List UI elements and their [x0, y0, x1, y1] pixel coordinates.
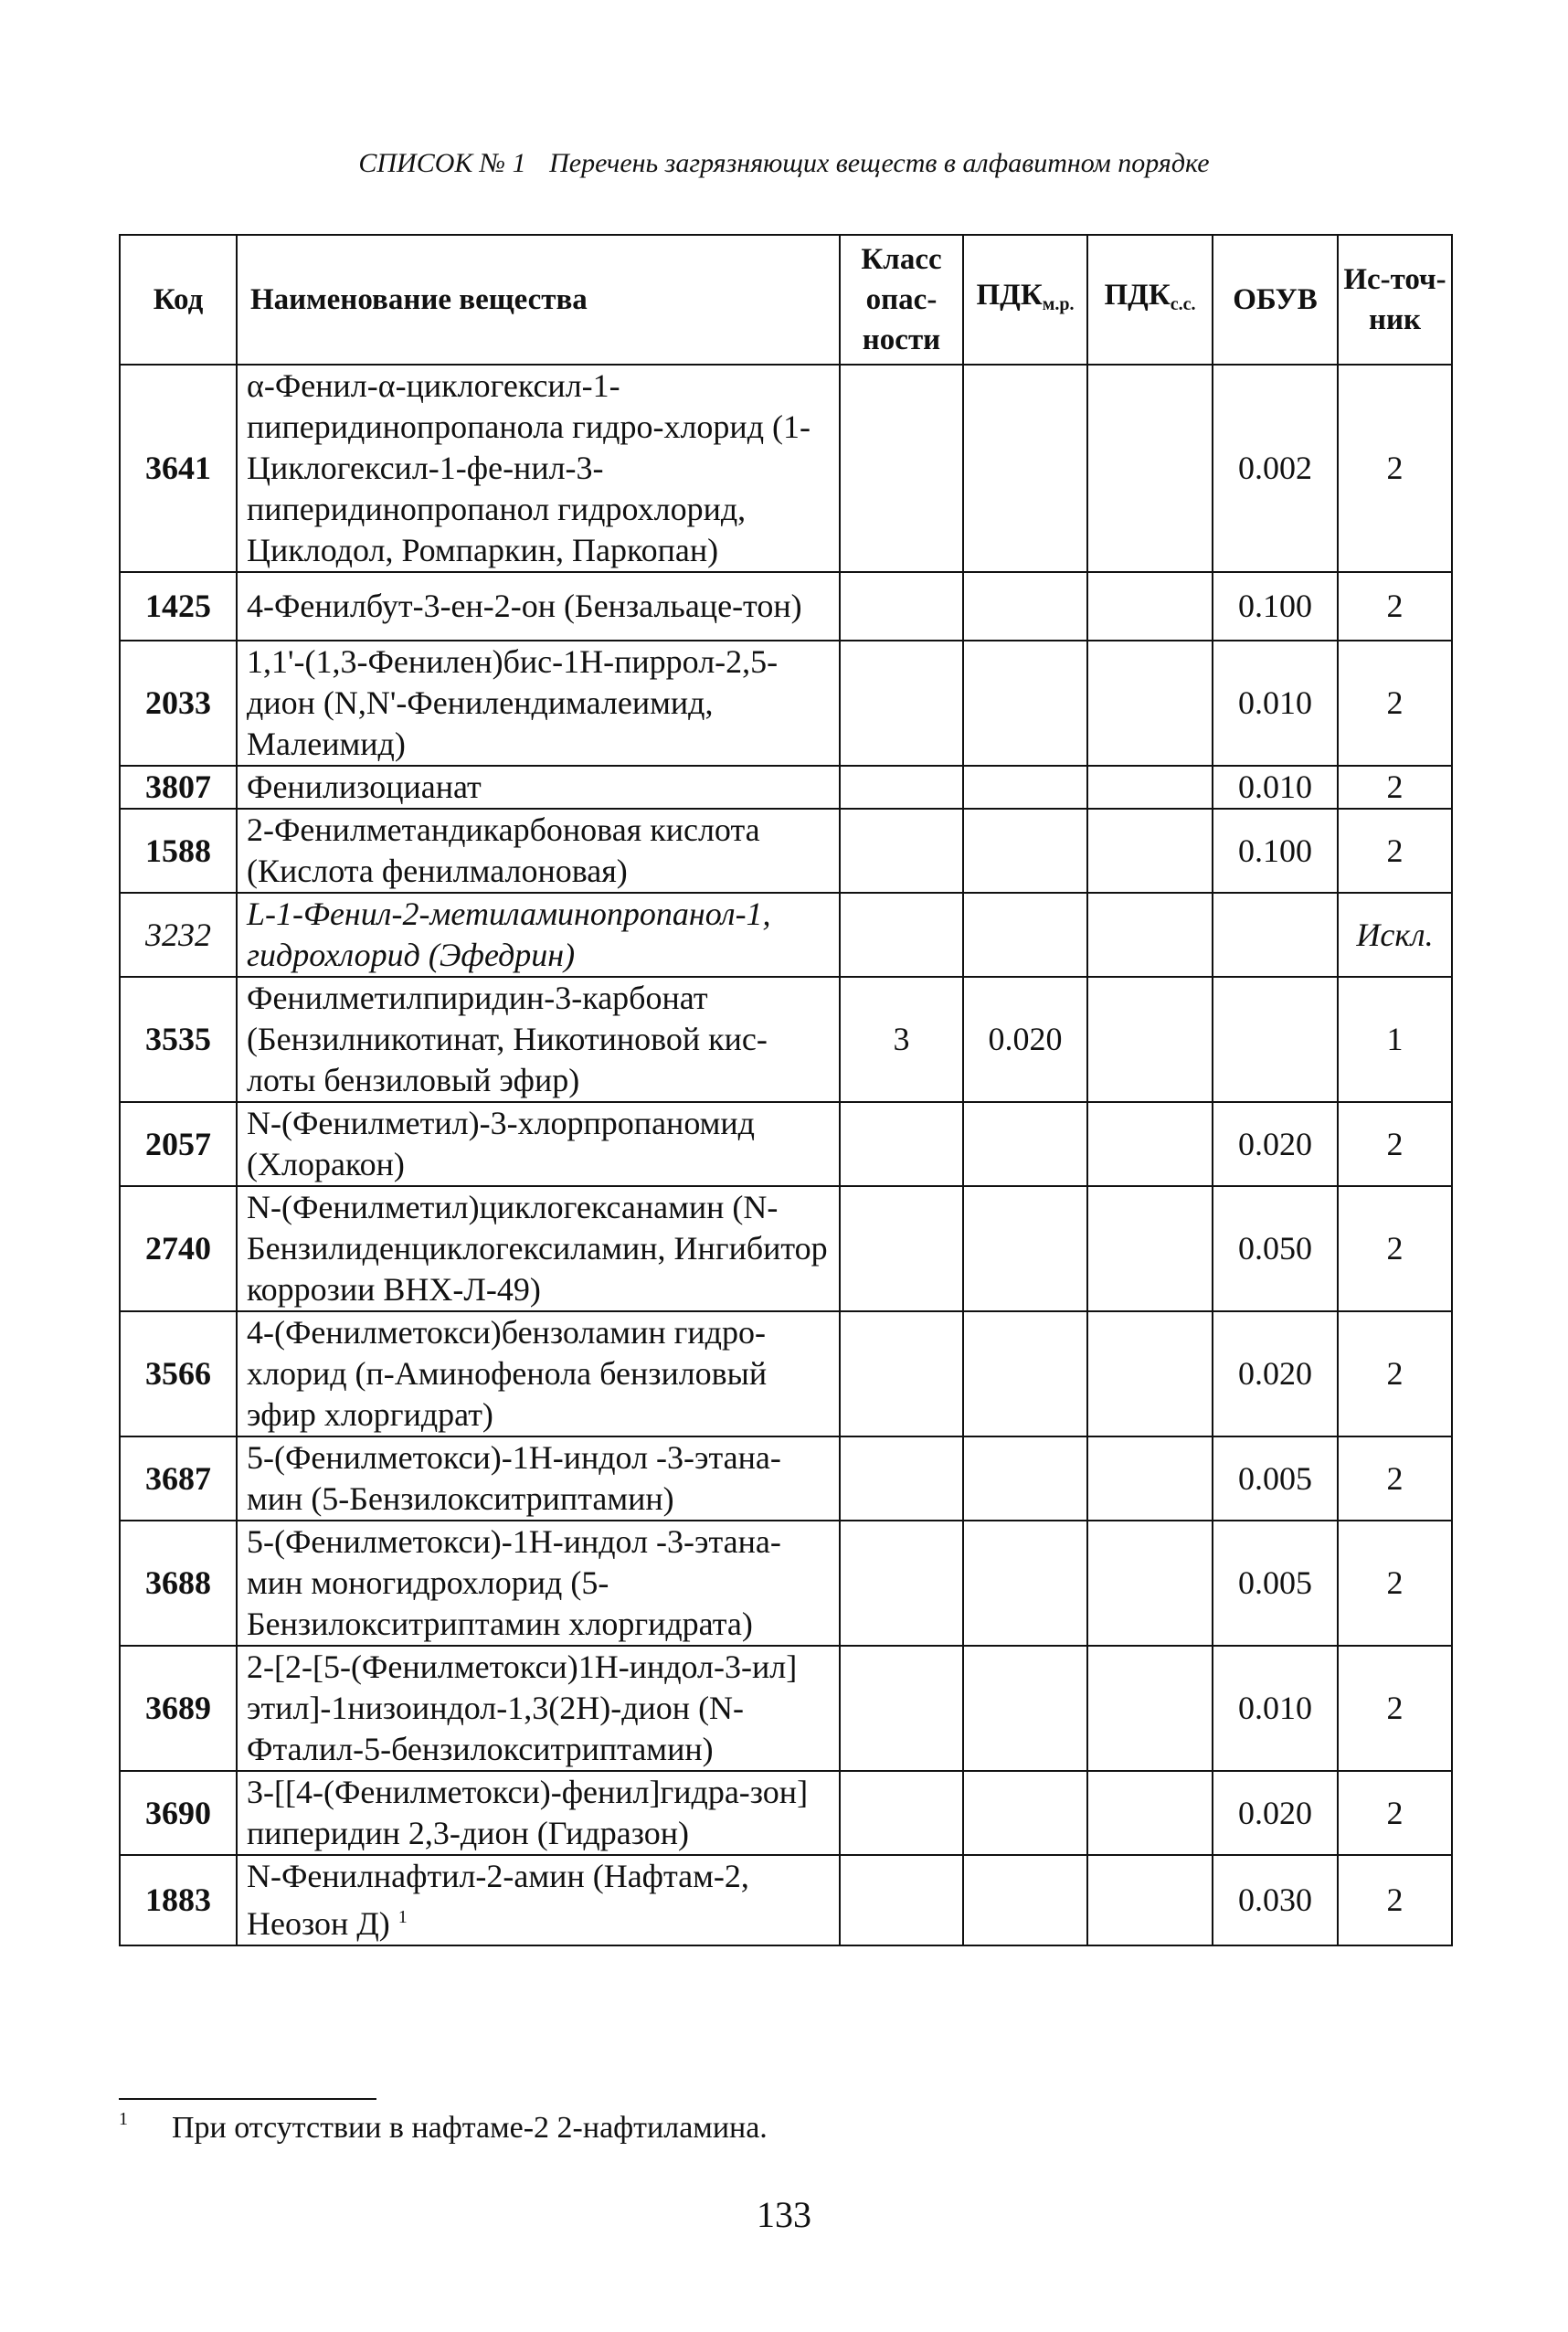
table-row [120, 1102, 1452, 1186]
page-number: 133 [757, 2194, 811, 2235]
cell-hazard [840, 641, 963, 766]
cell-obuv [1213, 1855, 1338, 1945]
pdk-ss-label: ПДК [1104, 279, 1171, 312]
cell-code-text: 3688 [145, 1564, 211, 1601]
cell-pdk-mr [963, 1311, 1087, 1436]
table-row [120, 766, 1452, 809]
header-title: Перечень загрязняющих веществ в алфавитном порядке [549, 148, 1210, 178]
cell-source [1338, 1855, 1452, 1945]
cell-pdk-mr [963, 365, 1087, 572]
cell-code [120, 766, 237, 809]
cell-obuv-text: 0.002 [1238, 450, 1312, 486]
cell-name-text: 5-(Фенилметокси)-1Н-индол -3-этана-мин моногидрохлорид (5-Бензилокситриптамин хлоргидрата) [247, 1523, 781, 1642]
cell-code-text: 3566 [145, 1355, 211, 1392]
cell-hazard [840, 893, 963, 977]
cell-name-text: 4-Фенилбут-3-ен-2-он (Бензальаце-тон) [247, 588, 802, 624]
cell-source [1338, 1646, 1452, 1771]
table-header-row [120, 235, 1452, 365]
table-row [120, 572, 1452, 641]
cell-obuv [1213, 1521, 1338, 1646]
cell-obuv-text: 0.020 [1238, 1355, 1312, 1392]
cell-code-text: 3807 [145, 768, 211, 805]
cell-source [1338, 977, 1452, 1102]
cell-obuv [1213, 1646, 1338, 1771]
cell-code [120, 641, 237, 766]
cell-source-text: 2 [1386, 768, 1404, 805]
cell-code-text: 3687 [145, 1459, 211, 1497]
cell-hazard [840, 1855, 963, 1945]
cell-pdk-ss [1087, 1771, 1213, 1855]
cell-code-text: 1425 [145, 588, 211, 624]
cell-obuv [1213, 809, 1338, 893]
cell-name-text: α-Фенил-α-циклогексил-1-пиперидинопропанола гидро-хлорид (1-Циклогексил-1-фе-нил-3-пиперидинопропанол гидрохлорид, Циклодол, Ромпаркин, Паркопан) [247, 367, 810, 568]
table-row [120, 641, 1452, 766]
cell-pdk-ss [1087, 977, 1213, 1102]
cell-obuv-text: 0.010 [1238, 1690, 1312, 1726]
cell-obuv [1213, 365, 1338, 572]
cell-code-text: 1883 [145, 1882, 211, 1918]
cell-name [237, 1855, 840, 1945]
cell-pdk-ss [1087, 1436, 1213, 1521]
cell-code-text: 2033 [145, 684, 211, 721]
cell-hazard [840, 1311, 963, 1436]
cell-source [1338, 1771, 1452, 1855]
col-code-header: Код [120, 235, 237, 365]
table-row [120, 809, 1452, 893]
cell-pdk-mr [963, 809, 1087, 893]
cell-source-text: 2 [1386, 1230, 1404, 1267]
cell-obuv-text: 0.020 [1238, 1794, 1312, 1831]
cell-pdk-ss [1087, 641, 1213, 766]
cell-obuv-text: 0.100 [1238, 832, 1312, 869]
cell-name-text: 2-Фенилметандикарбоновая кислота (Кислота фенилмалоновая) [247, 811, 760, 889]
cell-code [120, 809, 237, 893]
cell-pdk-ss [1087, 1521, 1213, 1646]
cell-source [1338, 1436, 1452, 1521]
cell-obuv-text: 0.005 [1238, 1564, 1312, 1601]
cell-name [237, 1771, 840, 1855]
cell-code [120, 1102, 237, 1186]
cell-hazard [840, 977, 963, 1102]
cell-code-text: 3690 [145, 1794, 211, 1831]
cell-name [237, 1102, 840, 1186]
table-row [120, 1436, 1452, 1521]
cell-pdk-mr [963, 766, 1087, 809]
cell-code-text: 3641 [145, 450, 211, 486]
table-row [120, 365, 1452, 572]
cell-code [120, 365, 237, 572]
cell-code [120, 1771, 237, 1855]
cell-obuv [1213, 1771, 1338, 1855]
cell-obuv [1213, 641, 1338, 766]
cell-hazard [840, 1102, 963, 1186]
cell-pdk-mr [963, 977, 1087, 1102]
cell-hazard [840, 365, 963, 572]
cell-obuv [1213, 572, 1338, 641]
cell-pdk-ss [1087, 1855, 1213, 1945]
cell-code [120, 1521, 237, 1646]
cell-name [237, 1436, 840, 1521]
cell-obuv [1213, 1311, 1338, 1436]
cell-source-text: 2 [1386, 1690, 1404, 1726]
table-body [120, 365, 1452, 1945]
cell-source-text: 2 [1386, 450, 1404, 486]
cell-code-text: 2740 [145, 1230, 211, 1267]
cell-code-text: 3232 [145, 916, 211, 953]
cell-hazard [840, 1646, 963, 1771]
cell-name-text: 3-[[4-(Фенилметокси)-фенил]гидра-зон] пиперидин 2,3-дион (Гидразон) [247, 1774, 809, 1851]
cell-source [1338, 1311, 1452, 1436]
cell-code [120, 1646, 237, 1771]
cell-name-text: 1,1'-(1,3-Фенилен)бис-1Н-пиррол-2,5-дион (N,N'-Фенилендималеимид, Малеимид) [247, 643, 779, 762]
cell-source [1338, 809, 1452, 893]
cell-pdk-mr [963, 1855, 1087, 1945]
footnote-mark: 1 [119, 2109, 128, 2129]
cell-code [120, 1311, 237, 1436]
cell-pdk-ss [1087, 1186, 1213, 1311]
table-row [120, 1855, 1452, 1945]
cell-obuv-text: 0.005 [1238, 1459, 1312, 1497]
cell-pdk-ss [1087, 572, 1213, 641]
cell-pdk-ss [1087, 809, 1213, 893]
cell-pdk-mr [963, 1521, 1087, 1646]
cell-pdk-mr-text: 0.020 [988, 1021, 1063, 1057]
cell-name [237, 641, 840, 766]
cell-pdk-ss [1087, 1646, 1213, 1771]
cell-name-text: 4-(Фенилметокси)бензоламин гидро-хлорид (п-Аминофенола бензиловый эфир хлоргидрат) [247, 1314, 768, 1433]
col-pdk-ss-header [1087, 235, 1213, 365]
cell-obuv-text: 0.050 [1238, 1230, 1312, 1267]
col-name-header: Наименование вещества [237, 235, 840, 365]
cell-hazard [840, 1521, 963, 1646]
cell-source-text: 2 [1386, 1459, 1404, 1497]
cell-name [237, 1521, 840, 1646]
cell-obuv-text: 0.010 [1238, 768, 1312, 805]
cell-source [1338, 1102, 1452, 1186]
cell-obuv-text: 0.010 [1238, 684, 1312, 721]
substances-table [119, 234, 1453, 1946]
cell-hazard [840, 766, 963, 809]
cell-name-text: Фенилметилпиридин-3-карбонат (Бензилникотинат, Никотиновой кис-лоты бензиловый эфир) [247, 980, 768, 1098]
col-hazard-header: Класс опас-ности [840, 235, 963, 365]
cell-hazard [840, 809, 963, 893]
cell-pdk-mr [963, 641, 1087, 766]
pdk-mr-label: ПДК [976, 279, 1043, 312]
cell-name-text: N-(Фенилметил)-3-хлорпропаномид (Хлоракон) [247, 1105, 755, 1182]
cell-hazard [840, 1771, 963, 1855]
cell-code [120, 1186, 237, 1311]
cell-obuv-text: 0.100 [1238, 588, 1312, 624]
footnote [119, 2109, 768, 2146]
cell-source [1338, 1186, 1452, 1311]
cell-source [1338, 572, 1452, 641]
cell-code [120, 893, 237, 977]
cell-code-text: 1588 [145, 832, 211, 869]
cell-name-text: L-1-Фенил-2-метиламинопропанол-1, гидрохлорид (Эфедрин) [247, 896, 771, 973]
cell-pdk-mr [963, 893, 1087, 977]
cell-source-text: Искл. [1356, 916, 1434, 953]
table-row [120, 977, 1452, 1102]
cell-source-text: 2 [1386, 588, 1404, 624]
table-row [120, 1646, 1452, 1771]
cell-obuv [1213, 766, 1338, 809]
cell-name-text: N-Фенилнафтил-2-амин (Нафтам-2, Неозон Д) [247, 1858, 749, 1942]
cell-name [237, 766, 840, 809]
footnote-divider [119, 2098, 376, 2100]
cell-name [237, 809, 840, 893]
cell-obuv [1213, 1186, 1338, 1311]
cell-name [237, 1186, 840, 1311]
col-source-header: Ис-точ-ник [1338, 235, 1452, 365]
cell-pdk-mr [963, 1646, 1087, 1771]
cell-name [237, 572, 840, 641]
cell-pdk-ss [1087, 1102, 1213, 1186]
cell-name-text: Фенилизоцианат [247, 768, 482, 805]
cell-obuv-text: 0.030 [1238, 1882, 1312, 1918]
cell-obuv [1213, 977, 1338, 1102]
footnote-text: При отсутствии в нафтаме-2 2-нафтиламина. [172, 2111, 768, 2145]
cell-pdk-mr [963, 1102, 1087, 1186]
cell-pdk-ss [1087, 1311, 1213, 1436]
table-row [120, 1311, 1452, 1436]
cell-name [237, 893, 840, 977]
table-row [120, 1771, 1452, 1855]
cell-code [120, 1855, 237, 1945]
page-header [0, 148, 1568, 179]
cell-obuv-text: 0.020 [1238, 1125, 1312, 1162]
cell-source [1338, 1521, 1452, 1646]
cell-source [1338, 893, 1452, 977]
cell-source-text: 2 [1386, 1125, 1404, 1162]
cell-source-text: 2 [1386, 684, 1404, 721]
cell-code-text: 2057 [145, 1125, 211, 1162]
cell-pdk-ss [1087, 365, 1213, 572]
cell-name [237, 1311, 840, 1436]
footnote-ref: 1 [397, 1907, 408, 1927]
cell-hazard [840, 572, 963, 641]
cell-hazard [840, 1436, 963, 1521]
cell-source [1338, 641, 1452, 766]
col-pdk-mr-header [963, 235, 1087, 365]
cell-name-text: 5-(Фенилметокси)-1Н-индол -3-этана-мин (5-Бензилокситриптамин) [247, 1439, 781, 1517]
table-row [120, 1521, 1452, 1646]
cell-source-text: 1 [1386, 1021, 1404, 1057]
table-row [120, 893, 1452, 977]
cell-source-text: 2 [1386, 1882, 1404, 1918]
cell-pdk-mr [963, 1771, 1087, 1855]
cell-source [1338, 365, 1452, 572]
cell-source-text: 2 [1386, 832, 1404, 869]
pdk-mr-sub: м.р. [1042, 294, 1075, 314]
pdk-ss-sub: с.с. [1170, 294, 1196, 314]
col-obuv-header: ОБУВ [1213, 235, 1338, 365]
cell-name [237, 1646, 840, 1771]
cell-source-text: 2 [1386, 1794, 1404, 1831]
cell-name [237, 977, 840, 1102]
cell-obuv [1213, 1436, 1338, 1521]
cell-pdk-ss [1087, 766, 1213, 809]
cell-pdk-mr [963, 1186, 1087, 1311]
cell-name-text: N-(Фенилметил)циклогексанамин (N-Бензилиденциклогексиламин, Ингибитор коррозии ВНХ-Л-49) [247, 1189, 828, 1308]
list-label: СПИСОК № 1 [358, 148, 526, 178]
cell-hazard [840, 1186, 963, 1311]
cell-obuv [1213, 1102, 1338, 1186]
cell-name-text: 2-[2-[5-(Фенилметокси)1Н-индол-3-ил] этил]-1низоиндол-1,3(2Н)-дион (N-Фталил-5-бензилокситриптамин) [247, 1648, 798, 1767]
cell-source-text: 2 [1386, 1564, 1404, 1601]
cell-hazard-text: 3 [893, 1021, 910, 1057]
cell-code-text: 3689 [145, 1690, 211, 1726]
cell-code-text: 3535 [145, 1021, 211, 1057]
cell-code [120, 977, 237, 1102]
cell-pdk-mr [963, 572, 1087, 641]
cell-source [1338, 766, 1452, 809]
cell-code [120, 1436, 237, 1521]
cell-pdk-ss [1087, 893, 1213, 977]
cell-obuv [1213, 893, 1338, 977]
cell-name [237, 365, 840, 572]
cell-code [120, 572, 237, 641]
cell-pdk-mr [963, 1436, 1087, 1521]
cell-source-text: 2 [1386, 1355, 1404, 1392]
table-row [120, 1186, 1452, 1311]
